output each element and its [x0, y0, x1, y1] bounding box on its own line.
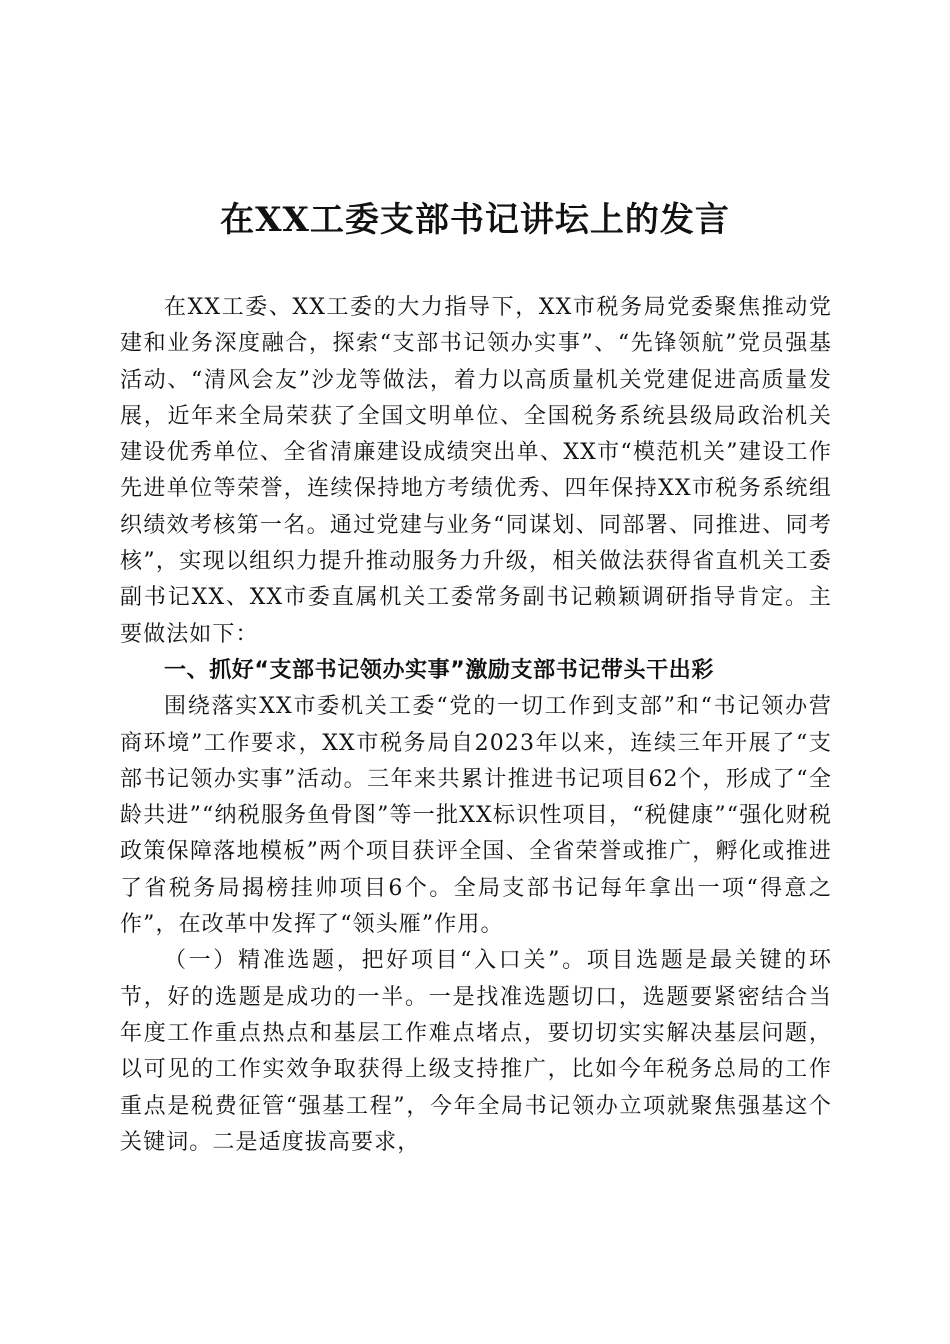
section-heading-1: 一、抓好“支部书记领办实事”激励支部书记带头干出彩: [164, 657, 714, 683]
subsection-1-paragraph: （一）精准选题，把好项目“入口关”。项目选题是最关键的环节，好的选题是成功的一半。一是找准选题切口，选题要紧密结合当年度工作重点热点和基层工作难点堵点，要切切实实解决基层问题，以可见的工作实效争取获得上级支持推广，比如今年税务总局的工作重点是税费征管“强基工程”，今年全局书记领办立项就聚焦强基这个关键词。二是适度拔高要求，: [120, 948, 832, 1155]
intro-paragraph: 在XX工委、XX工委的大力指导下，XX市税务局党委聚焦推动党建和业务深度融合，探索“支部书记领办实事”、“先锋领航”党员强基活动、“清风会友”沙龙等做法，着力以高质量机关党建促进高质量发展，近年来全局荣获了全国文明单位、全国税务系统县级局政治机关建设优秀单位、全省清廉建设成绩突出单、XX市“模范机关”建设工作先进单位等荣誉，连续保持地方考绩优秀、四年保持XX市税务系统组织绩效考核第一名。通过党建与业务“同谋划、同部署、同推进、同考核”，实现以组织力提升推动服务力升级，相关做法获得省直机关工委副书记XX、XX市委直属机关工委常务副书记赖颖调研指导肯定。主要做法如下：: [120, 295, 832, 647]
document-body: [120, 290, 832, 1161]
document-title: 在XX工委支部书记讲坛上的发言: [220, 200, 730, 240]
section-1-paragraph: 围绕落实XX市委机关工委“党的一切工作到支部”和“书记领办营商环境”工作要求，XX市税务局自2023年以来，连续三年开展了“支部书记领办实事”活动。三年来共累计推进书记项目62个，形成了“全龄共进”“纳税服务鱼骨图”等一批XX标识性项目，“税健康”“强化财税政策保障落地模板”两个项目获评全国、全省荣誉或推广，孵化或推进了省税务局揭榜挂帅项目6个。全局支部书记每年拿出一项“得意之作”，在改革中发挥了“领头雁”作用。: [120, 694, 832, 938]
